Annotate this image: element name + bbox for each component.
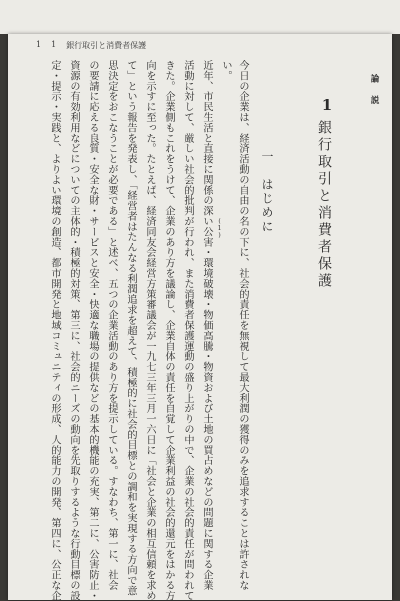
body-line-1: 今日の企業は、経済活動の自由の名の下に、社会的責任を無視して最大利潤の獲得のみを追求することは許されな bbox=[237, 60, 248, 591]
body-line-10: 資源の有効利用などについての主体的・積極的対策、第三に、社会的ニーズの動向を先取りするような行動目標の設 bbox=[68, 60, 79, 601]
body-line-7: て」という報告を発表し、「経営者はたんなる利潤追求を超えて、積極的に社会的目標との調和を実現する方向で意 bbox=[125, 60, 136, 596]
section-number: 1 bbox=[51, 40, 57, 49]
body-line-2: い。 bbox=[220, 60, 231, 81]
body-line-6: 向を示すに至った。たとえば、経済同友会経営方策審議会が一九七三年三月一六日に「社会と企業の相互信頼を求め bbox=[144, 60, 155, 601]
page-number: 1 bbox=[36, 40, 42, 49]
body-line-8: 思決定をおこなうことが必要である」と述べ、五つの企業活動のあり方を提示している。すなわち、第一に、社会 bbox=[106, 60, 117, 591]
chapter-title: 銀行取引と消費者保護 bbox=[316, 120, 332, 290]
body-line-3: 近年、市民生活と直接に関係の深い公害・環境破壊・物価高騰・物資および土地の買占めなどの問題に関する企業 bbox=[201, 60, 212, 591]
body-line-4: 活動に対して、厳しい社会的批判が行われ、また消費者保護運動の盛り上がりの中で、企業の社会的責任が問われて bbox=[182, 60, 193, 601]
body-line-11: 定・提示・実践と、よりよい環境の創造、都市開発と地域コミュニティの形成、人的能力の開発、第四に、公正な企 bbox=[49, 60, 60, 601]
body-line-5: きた。企業側もこれをうけて、企業のあり方を議論し、企業自体の責任を自覚して企業利益の社会的還元をはかる方 bbox=[163, 60, 174, 601]
body-line-9: の要請に応える良質・安全な財・サービスと安全・快適な職場の提供などの基本的機能の充実、第二に、公害防止・ bbox=[87, 60, 98, 601]
section-heading: 一 はじめに bbox=[260, 150, 274, 234]
running-header bbox=[36, 40, 186, 51]
top-margin bbox=[0, 0, 400, 34]
category-label: 論 説 bbox=[369, 74, 379, 106]
chapter-number: 1 bbox=[318, 96, 336, 114]
running-title: 銀行取引と消費者保護 bbox=[66, 41, 147, 50]
footnote-marker: (1) bbox=[216, 218, 223, 239]
